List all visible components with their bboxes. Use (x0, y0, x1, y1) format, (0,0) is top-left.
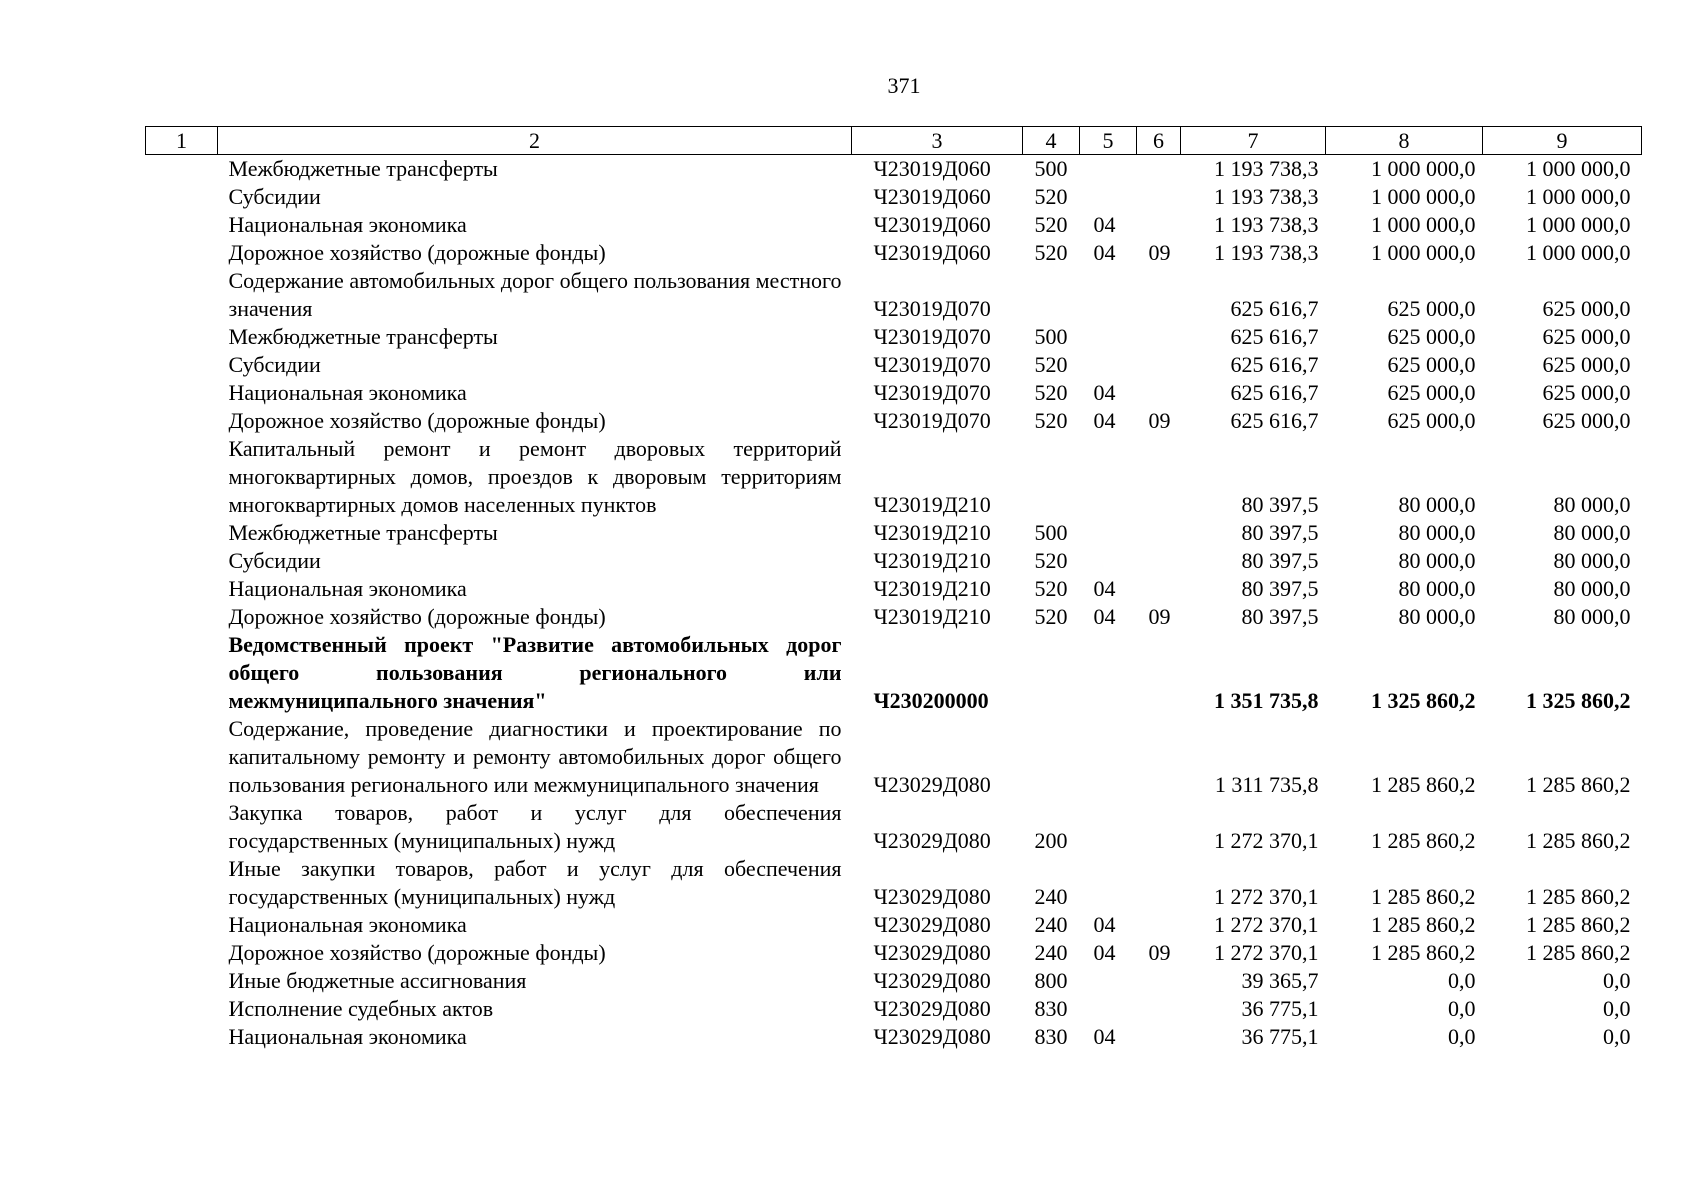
row-index-cell (146, 603, 218, 631)
row-code-cell: Ч23019Д070 (873, 380, 991, 405)
row-name-cell: Исполнение судебных актов (228, 996, 494, 1021)
row-code-cell: Ч23019Д060 (873, 212, 991, 237)
row-col5-cell (1080, 995, 1137, 1023)
row-col7-value: 80 397,5 (1241, 492, 1319, 517)
row-name-cell: Межбюджетные трансферты (228, 324, 498, 349)
row-col9-value: 1 285 860,2 (1526, 884, 1631, 909)
row-col4-cell: 520 (1034, 240, 1068, 265)
row-code-cell: Ч23029Д080 (873, 1024, 991, 1049)
row-index-cell (146, 351, 218, 379)
header-col-6: 6 (1137, 127, 1181, 155)
row-code-cell: Ч23029Д080 (873, 940, 991, 965)
row-code-cell: Ч23029Д080 (873, 996, 991, 1021)
table-row (146, 519, 1642, 547)
row-index-cell (146, 519, 218, 547)
table-row (146, 323, 1642, 351)
row-name-cell: Национальная экономика (228, 912, 467, 937)
row-code-cell: Ч23019Д070 (873, 296, 991, 321)
row-col6-cell (1137, 351, 1181, 379)
row-col7-value: 1 193 738,3 (1214, 240, 1319, 265)
table-row (146, 575, 1642, 603)
row-name-cell: Субсидии (228, 352, 321, 377)
row-col9-value: 625 000,0 (1542, 408, 1631, 433)
row-col9-value: 0,0 (1603, 968, 1631, 993)
row-col8-value: 80 000,0 (1398, 492, 1476, 517)
row-col5-cell: 04 (1093, 380, 1116, 405)
table-header (146, 127, 1642, 155)
row-name-cell: Национальная экономика (228, 212, 467, 237)
row-col8-value: 1 285 860,2 (1371, 772, 1476, 797)
row-col8-value: 80 000,0 (1398, 520, 1476, 545)
row-col5-cell (1080, 435, 1137, 519)
row-code-cell: Ч23029Д080 (873, 828, 991, 853)
row-col6-cell (1137, 519, 1181, 547)
row-col9-value: 625 000,0 (1542, 380, 1631, 405)
row-col5-cell (1080, 855, 1137, 911)
row-col8-value: 625 000,0 (1387, 408, 1476, 433)
row-col8-value: 0,0 (1448, 1024, 1476, 1049)
row-code-cell: Ч23019Д210 (873, 520, 991, 545)
row-col5-cell: 04 (1093, 240, 1116, 265)
row-col6-cell: 09 (1148, 604, 1171, 629)
row-col6-cell (1137, 967, 1181, 995)
row-col7-value: 1 311 735,8 (1214, 772, 1319, 797)
row-col6-cell (1137, 183, 1181, 211)
row-col5-cell: 04 (1093, 604, 1116, 629)
row-col6-cell: 09 (1148, 408, 1171, 433)
table-row (146, 379, 1642, 407)
row-col4-cell: 500 (1034, 520, 1068, 545)
row-col4-cell: 830 (1034, 996, 1068, 1021)
row-col9-value: 1 285 860,2 (1526, 828, 1631, 853)
row-index-cell (146, 211, 218, 239)
row-code-cell: Ч23029Д080 (873, 912, 991, 937)
row-col4-cell: 800 (1034, 968, 1068, 993)
row-col7-value: 80 397,5 (1241, 604, 1319, 629)
row-col4-cell: 520 (1034, 576, 1068, 601)
row-col6-cell (1137, 547, 1181, 575)
row-code-cell: Ч23019Д210 (873, 604, 991, 629)
row-index-cell (146, 183, 218, 211)
row-col4-cell: 520 (1034, 548, 1068, 573)
header-col-9: 9 (1483, 127, 1642, 155)
table-row (146, 995, 1642, 1023)
row-col8-value: 625 000,0 (1387, 352, 1476, 377)
row-index-cell (146, 323, 218, 351)
row-name-cell: Межбюджетные трансферты (228, 520, 498, 545)
table-row (146, 155, 1642, 184)
row-name-cell: Субсидии (228, 548, 321, 573)
row-col7-value: 36 775,1 (1241, 996, 1319, 1021)
header-col-3: 3 (852, 127, 1023, 155)
row-index-cell (146, 379, 218, 407)
row-col5-cell (1080, 799, 1137, 855)
row-col4-cell: 500 (1034, 156, 1068, 181)
row-col4-cell: 830 (1034, 1024, 1068, 1049)
row-code-cell: Ч23019Д060 (873, 184, 991, 209)
row-col7-value: 1 272 370,1 (1214, 912, 1319, 937)
row-col8-value: 80 000,0 (1398, 576, 1476, 601)
row-col6-cell (1137, 855, 1181, 911)
row-col7-value: 1 193 738,3 (1214, 184, 1319, 209)
row-col5-cell (1080, 715, 1137, 799)
row-col6-cell: 09 (1148, 940, 1171, 965)
row-col7-value: 1 272 370,1 (1214, 828, 1319, 853)
row-col7-value: 625 616,7 (1230, 296, 1319, 321)
row-col8-value: 80 000,0 (1398, 604, 1476, 629)
row-code-cell: Ч23019Д210 (873, 576, 991, 601)
row-col5-cell: 04 (1093, 212, 1116, 237)
row-col9-value: 1 285 860,2 (1526, 772, 1631, 797)
row-col6-cell (1137, 575, 1181, 603)
row-col6-cell (1137, 323, 1181, 351)
table-body (146, 155, 1642, 1052)
table-row (146, 911, 1642, 939)
row-col6-cell (1137, 1023, 1181, 1051)
row-col8-value: 1 285 860,2 (1371, 912, 1476, 937)
row-col9-value: 1 285 860,2 (1526, 912, 1631, 937)
header-col-4: 4 (1023, 127, 1080, 155)
budget-table (145, 126, 1642, 1051)
row-col5-cell (1080, 547, 1137, 575)
row-index-cell (146, 575, 218, 603)
row-code-cell: Ч23019Д060 (873, 156, 991, 181)
row-col5-cell (1080, 967, 1137, 995)
row-index-cell (146, 799, 218, 855)
row-name-cell: Межбюджетные трансферты (228, 156, 498, 181)
row-col5-cell: 04 (1093, 1024, 1116, 1049)
row-col4-cell: 240 (1034, 884, 1068, 909)
row-col4-cell (1023, 631, 1080, 715)
row-col4-cell: 200 (1034, 828, 1068, 853)
table-row (146, 939, 1642, 967)
row-code-cell: Ч23019Д060 (873, 240, 991, 265)
table-row (146, 267, 1642, 323)
row-col8-value: 0,0 (1448, 996, 1476, 1021)
row-col4-cell: 520 (1034, 184, 1068, 209)
row-col6-cell (1137, 911, 1181, 939)
row-code-cell: Ч23029Д080 (873, 772, 991, 797)
row-code-cell: Ч230200000 (873, 688, 989, 713)
row-col6-cell: 09 (1148, 240, 1171, 265)
row-col5-cell (1080, 519, 1137, 547)
row-col4-cell: 520 (1034, 408, 1068, 433)
row-index-cell (146, 155, 218, 184)
page-number: 371 (887, 73, 921, 98)
row-col8-value: 0,0 (1448, 968, 1476, 993)
row-name-cell: Дорожное хозяйство (дорожные фонды) (228, 408, 606, 433)
header-col-2: 2 (218, 127, 852, 155)
row-index-cell (146, 939, 218, 967)
row-col6-cell (1137, 631, 1181, 715)
row-index-cell (146, 631, 218, 715)
row-col7-value: 80 397,5 (1241, 520, 1319, 545)
table-row (146, 799, 1642, 855)
row-col5-cell (1080, 323, 1137, 351)
row-code-cell: Ч23029Д080 (873, 968, 991, 993)
row-name-cell: Ведомственный проект "Развитие автомобильных дорог общего пользования регионального или межмуниципального значения" (228, 632, 842, 713)
row-index-cell (146, 407, 218, 435)
row-col9-value: 1 000 000,0 (1526, 240, 1631, 265)
table-row (146, 603, 1642, 631)
row-col8-value: 80 000,0 (1398, 548, 1476, 573)
row-col8-value: 1 285 860,2 (1371, 828, 1476, 853)
row-col6-cell (1137, 211, 1181, 239)
row-col7-value: 1 193 738,3 (1214, 156, 1319, 181)
row-col8-value: 625 000,0 (1387, 380, 1476, 405)
row-col9-value: 0,0 (1603, 996, 1631, 1021)
row-col9-value: 80 000,0 (1553, 604, 1631, 629)
header-col-1: 1 (146, 127, 218, 155)
row-col8-value: 1 325 860,2 (1371, 688, 1476, 713)
row-name-cell: Капитальный ремонт и ремонт дворовых территорий многоквартирных домов, проездов к дворовым территориям многоквартирных домов населенных пунктов (228, 436, 842, 517)
row-col9-value: 80 000,0 (1553, 548, 1631, 573)
row-col5-cell (1080, 267, 1137, 323)
row-col9-value: 1 325 860,2 (1526, 688, 1631, 713)
row-index-cell (146, 715, 218, 799)
row-index-cell (146, 547, 218, 575)
row-col6-cell (1137, 435, 1181, 519)
row-name-cell: Дорожное хозяйство (дорожные фонды) (228, 240, 606, 265)
row-col5-cell (1080, 183, 1137, 211)
row-col9-value: 625 000,0 (1542, 296, 1631, 321)
row-col8-value: 1 000 000,0 (1371, 156, 1476, 181)
row-col8-value: 1 285 860,2 (1371, 884, 1476, 909)
row-index-cell (146, 267, 218, 323)
row-col8-value: 1 000 000,0 (1371, 240, 1476, 265)
row-index-cell (146, 855, 218, 911)
row-col7-value: 625 616,7 (1230, 352, 1319, 377)
row-col6-cell (1137, 715, 1181, 799)
row-col5-cell: 04 (1093, 408, 1116, 433)
row-col7-value: 625 616,7 (1230, 408, 1319, 433)
row-col4-cell (1023, 715, 1080, 799)
row-col7-value: 1 351 735,8 (1214, 688, 1319, 713)
row-col5-cell: 04 (1093, 576, 1116, 601)
row-code-cell: Ч23019Д070 (873, 408, 991, 433)
row-name-cell: Дорожное хозяйство (дорожные фонды) (228, 604, 606, 629)
row-col4-cell (1023, 267, 1080, 323)
row-col9-value: 1 285 860,2 (1526, 940, 1631, 965)
row-col7-value: 1 272 370,1 (1214, 940, 1319, 965)
header-col-8: 8 (1326, 127, 1483, 155)
row-name-cell: Иные закупки товаров, работ и услуг для обеспечения государственных (муниципальных) нужд (228, 856, 842, 909)
row-col4-cell (1023, 435, 1080, 519)
row-col8-value: 1 000 000,0 (1371, 212, 1476, 237)
row-col6-cell (1137, 995, 1181, 1023)
header-col-5: 5 (1080, 127, 1137, 155)
header-col-7: 7 (1181, 127, 1326, 155)
table-row (146, 211, 1642, 239)
row-col9-value: 625 000,0 (1542, 324, 1631, 349)
row-col9-value: 80 000,0 (1553, 520, 1631, 545)
row-col9-value: 1 000 000,0 (1526, 212, 1631, 237)
row-col6-cell (1137, 799, 1181, 855)
row-name-cell: Иные бюджетные ассигнования (228, 968, 527, 993)
table-row (146, 715, 1642, 799)
row-name-cell: Субсидии (228, 184, 321, 209)
table-row (146, 435, 1642, 519)
table-row (146, 967, 1642, 995)
row-col8-value: 1 285 860,2 (1371, 940, 1476, 965)
row-name-cell: Национальная экономика (228, 380, 467, 405)
table-row (146, 631, 1642, 715)
row-code-cell: Ч23019Д210 (873, 548, 991, 573)
row-col9-value: 1 000 000,0 (1526, 184, 1631, 209)
table-row (146, 183, 1642, 211)
row-col6-cell (1137, 267, 1181, 323)
table-row (146, 351, 1642, 379)
row-col6-cell (1137, 379, 1181, 407)
row-col7-value: 80 397,5 (1241, 548, 1319, 573)
row-index-cell (146, 1023, 218, 1051)
row-col5-cell: 04 (1093, 940, 1116, 965)
row-col9-value: 80 000,0 (1553, 492, 1631, 517)
row-name-cell: Содержание, проведение диагностики и проектирование по капитальному ремонту и ремонту автомобильных дорог общего пользования регионального или межмуниципального значения (228, 716, 842, 797)
row-index-cell (146, 435, 218, 519)
row-col6-cell (1137, 155, 1181, 184)
table-row (146, 407, 1642, 435)
row-name-cell: Национальная экономика (228, 1024, 467, 1049)
row-col7-value: 625 616,7 (1230, 324, 1319, 349)
row-col4-cell: 520 (1034, 380, 1068, 405)
row-index-cell (146, 911, 218, 939)
row-code-cell: Ч23019Д210 (873, 492, 991, 517)
row-index-cell (146, 967, 218, 995)
row-name-cell: Дорожное хозяйство (дорожные фонды) (228, 940, 606, 965)
row-code-cell: Ч23019Д070 (873, 352, 991, 377)
table-row (146, 547, 1642, 575)
row-col4-cell: 240 (1034, 940, 1068, 965)
row-col4-cell: 240 (1034, 912, 1068, 937)
table-row (146, 239, 1642, 267)
row-col7-value: 36 775,1 (1241, 1024, 1319, 1049)
row-code-cell: Ч23029Д080 (873, 884, 991, 909)
row-col7-value: 39 365,7 (1241, 968, 1319, 993)
row-name-cell: Содержание автомобильных дорог общего пользования местного значения (228, 268, 842, 321)
row-col9-value: 625 000,0 (1542, 352, 1631, 377)
row-col4-cell: 520 (1034, 212, 1068, 237)
row-col4-cell: 500 (1034, 324, 1068, 349)
header-row (146, 127, 1642, 155)
row-col7-value: 80 397,5 (1241, 576, 1319, 601)
row-col5-cell (1080, 351, 1137, 379)
row-col8-value: 625 000,0 (1387, 296, 1476, 321)
row-col7-value: 1 272 370,1 (1214, 884, 1319, 909)
row-col8-value: 625 000,0 (1387, 324, 1476, 349)
table-row (146, 1023, 1642, 1051)
row-name-cell: Национальная экономика (228, 576, 467, 601)
row-col7-value: 1 193 738,3 (1214, 212, 1319, 237)
row-col5-cell (1080, 155, 1137, 184)
row-col5-cell: 04 (1093, 912, 1116, 937)
row-col7-value: 625 616,7 (1230, 380, 1319, 405)
row-index-cell (146, 239, 218, 267)
table-row (146, 855, 1642, 911)
row-code-cell: Ч23019Д070 (873, 324, 991, 349)
row-col9-value: 0,0 (1603, 1024, 1631, 1049)
row-name-cell: Закупка товаров, работ и услуг для обеспечения государственных (муниципальных) нужд (228, 800, 842, 853)
row-col9-value: 80 000,0 (1553, 576, 1631, 601)
row-col5-cell (1080, 631, 1137, 715)
row-col9-value: 1 000 000,0 (1526, 156, 1631, 181)
row-col8-value: 1 000 000,0 (1371, 184, 1476, 209)
row-col4-cell: 520 (1034, 352, 1068, 377)
row-col4-cell: 520 (1034, 604, 1068, 629)
row-index-cell (146, 995, 218, 1023)
